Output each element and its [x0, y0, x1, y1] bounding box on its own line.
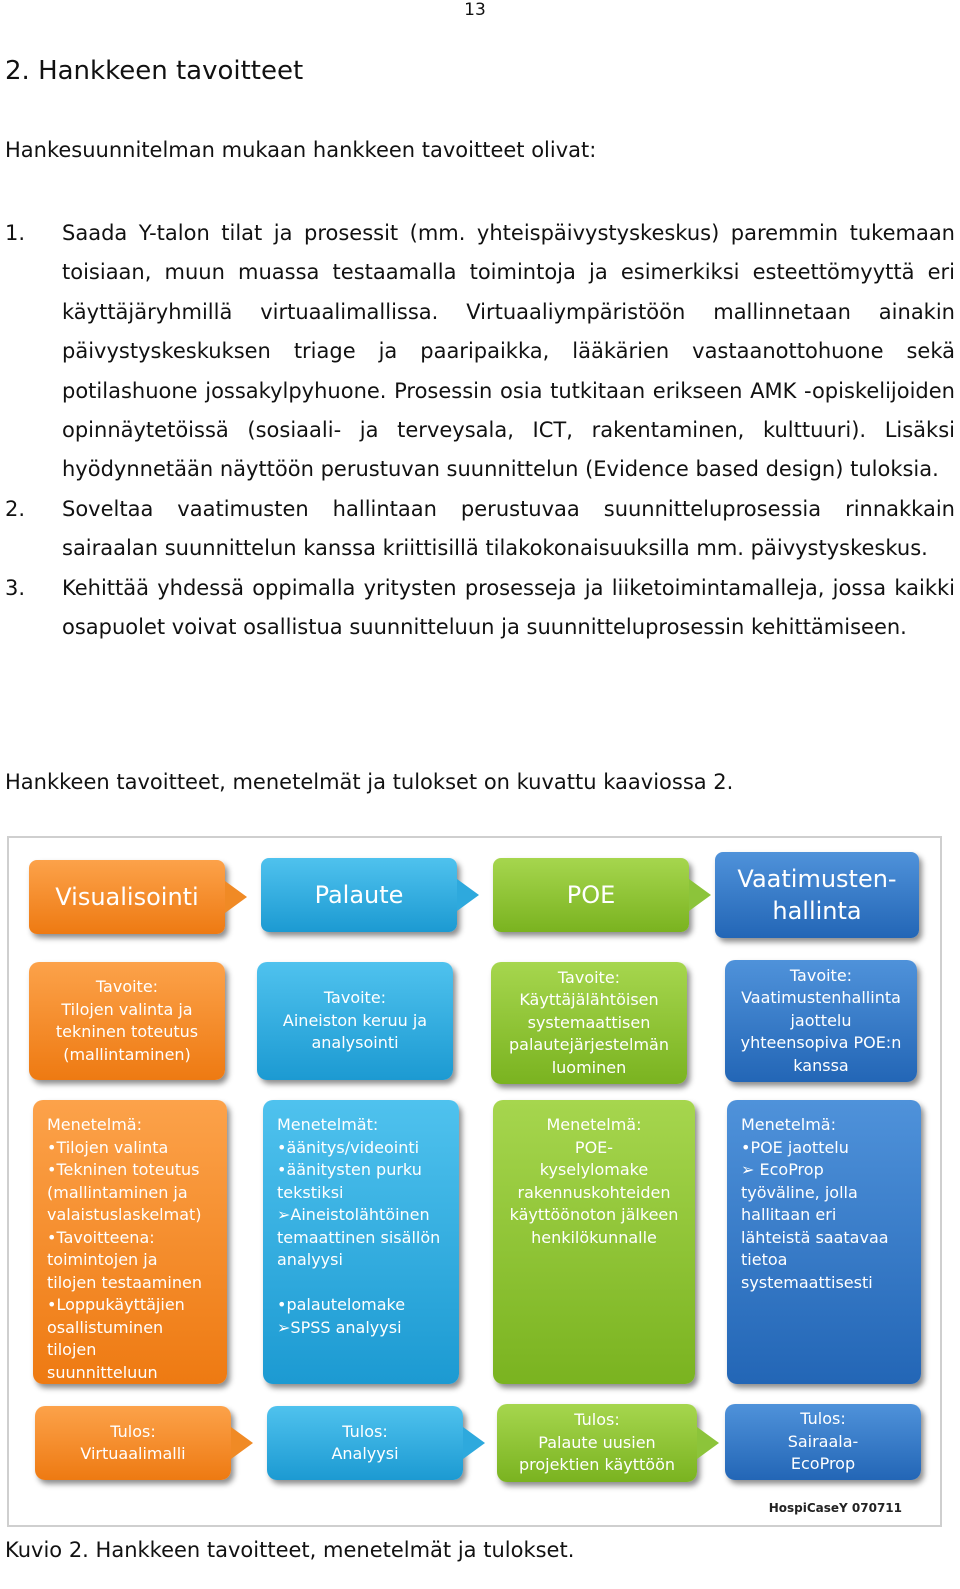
box-text-line: rakennuskohteiden: [517, 1182, 671, 1202]
result-box-palaute: [267, 1406, 463, 1480]
box-text: [277, 1114, 440, 1339]
box-text-line: jaottelu: [790, 1010, 852, 1030]
box-text-line: Tilojen valinta ja: [61, 999, 193, 1019]
box-text-line: Menetelmä:: [546, 1115, 642, 1134]
box-text-line: hallinta: [772, 897, 862, 925]
box-text-line: tilojen testaaminen: [47, 1272, 202, 1292]
box-text-line: Palaute: [314, 881, 404, 909]
box-text-line: systemaattisen: [527, 1012, 651, 1032]
box-text-line: ➢SPSS analyysi: [277, 1317, 402, 1337]
box-text: [56, 976, 198, 1066]
box-text: [315, 879, 404, 911]
box-text-line: osallistuminen: [47, 1317, 164, 1337]
box-text: [567, 879, 616, 911]
box-text-line: POE-: [574, 1137, 614, 1157]
result-box-vaatimustenhallinta: [725, 1404, 921, 1480]
box-text-line: temaattinen sisällön: [277, 1227, 441, 1247]
intro-text: Hankesuunnitelman mukaan hankkeen tavoitteet olivat:: [5, 138, 597, 162]
box-text-line: •Tekninen toteutus: [47, 1160, 200, 1179]
box-text-line: tietoa: [741, 1250, 788, 1269]
arrow-icon: [463, 1427, 485, 1459]
box-text-line: Tulos:: [574, 1410, 620, 1430]
box-text-line: palautejärjestelmän: [508, 1035, 669, 1055]
box-text-line: Aineiston keruu ja: [282, 1010, 428, 1030]
header-vaatimustenhallinta: [715, 852, 919, 938]
box-text-line: •Tilojen valinta: [47, 1137, 169, 1157]
box-text-line: EcoProp: [790, 1454, 856, 1474]
box-text-line: Tavoite:: [789, 965, 853, 985]
arrow-icon: [231, 1427, 253, 1459]
goal-box-vaatimustenhallinta: [725, 960, 917, 1082]
section-heading: 2. Hankkeen tavoitteet: [5, 56, 304, 86]
goal-text: Kehittää yhdessä oppimalla yritysten prosesseja ja liiketoimintamalleja, jossa kaikki osapuolet voivat osallistua suunnitteluun ja suunnitteluprosessin kehittämiseen.: [62, 575, 955, 640]
box-text-line: •palautelomake: [277, 1295, 406, 1314]
goal-item: [5, 214, 955, 490]
box-text-line: Analyysi: [331, 1444, 399, 1463]
box-text-line: suunnitteluun: [47, 1362, 158, 1382]
box-text-line: Tavoite:: [557, 967, 621, 987]
box-text-line: Vaatimusten-: [737, 865, 897, 893]
box-text: [55, 881, 198, 913]
box-text-line: valaistuslaskelmat): [47, 1205, 202, 1224]
goal-number: 2.: [5, 496, 26, 521]
box-text: [519, 1409, 675, 1477]
box-text-line: Tavoite:: [323, 988, 387, 1008]
method-box-vaatimustenhallinta: [727, 1100, 921, 1384]
box-text-line: lähteistä saatavaa: [741, 1227, 889, 1247]
box-text: [80, 1421, 185, 1466]
method-box-palaute: [263, 1100, 459, 1384]
box-text-line: analyysi: [277, 1250, 343, 1269]
arrow-icon: [225, 881, 247, 913]
goal-box-palaute: [257, 962, 453, 1080]
box-text-line: kanssa: [793, 1055, 849, 1075]
box-text-line: Tulos:: [110, 1421, 156, 1441]
box-text: [283, 987, 427, 1055]
box-text-line: tekstiksi: [277, 1182, 344, 1202]
box-text-line: Tulos:: [800, 1409, 846, 1429]
page-number: 13: [464, 0, 486, 20]
box-text-line: työväline, jolla: [741, 1182, 858, 1202]
box-text-line: Menetelmä:: [47, 1115, 142, 1134]
box-text-line: luominen: [551, 1057, 627, 1077]
header-poe: [493, 858, 689, 932]
box-text-line: (mallintaminen): [63, 1044, 191, 1064]
box-text-line: projektien käyttöön: [518, 1455, 676, 1475]
box-text: [737, 863, 896, 927]
box-text: [741, 1114, 889, 1294]
box-text-line: Tulos:: [342, 1421, 388, 1441]
box-text-line: •POE jaottelu: [741, 1137, 849, 1157]
goals-list: [5, 214, 955, 647]
box-text-line: Palaute uusien: [538, 1432, 656, 1452]
box-text-line: (mallintaminen ja: [47, 1182, 188, 1202]
box-text: [331, 1421, 398, 1466]
process-diagram: [7, 836, 942, 1527]
arrow-icon: [689, 879, 711, 911]
box-text-line: Visualisointi: [55, 883, 199, 911]
box-text-line: tekninen toteutus: [55, 1022, 199, 1041]
goal-text: Soveltaa vaatimusten hallintaan perustuvaa suunnitteluprosessia rinnakkain sairaalan suunnittelun kanssa kriittisillä tilakokonaisuuksilla mm. päivystyskeskus.: [62, 496, 955, 561]
diagram-stamp: HospiCaseY 070711: [768, 1501, 902, 1515]
result-box-visualisointi: [35, 1406, 231, 1480]
box-text-line: [277, 1272, 440, 1295]
box-text: [509, 967, 669, 1080]
box-text: [510, 1114, 679, 1249]
goal-number: 3.: [5, 575, 26, 600]
summary-text: Hankkeen tavoitteet, menetelmät ja tulokset on kuvattu kaaviossa 2.: [5, 770, 734, 794]
box-text: [47, 1114, 202, 1384]
box-text-line: käyttöönoton jälkeen: [509, 1205, 679, 1224]
box-text-line: Tavoite:: [95, 977, 159, 996]
box-text-line: POE: [566, 881, 616, 909]
box-text-line: •äänitysten purku: [277, 1160, 422, 1179]
goal-box-visualisointi: [29, 962, 225, 1080]
box-text-line: systemaattisesti: [741, 1272, 873, 1292]
box-text: [741, 965, 902, 1078]
box-text-line: tilojen: [47, 1340, 97, 1359]
goal-box-poe: [491, 962, 687, 1084]
goal-item: [5, 569, 955, 648]
arrow-icon: [697, 1427, 719, 1459]
box-text-line: •äänitys/videointi: [277, 1137, 420, 1157]
box-text-line: kyselylomake: [539, 1160, 649, 1179]
header-palaute: [261, 858, 457, 932]
arrow-icon: [457, 879, 479, 911]
box-text-line: Menetelmät:: [277, 1115, 379, 1134]
result-box-poe: [497, 1404, 697, 1482]
method-box-poe: [493, 1100, 695, 1384]
box-text-line: hallitaan eri: [741, 1205, 837, 1224]
box-text-line: Menetelmä:: [741, 1115, 836, 1134]
box-text-line: •Loppukäyttäjien: [47, 1295, 185, 1314]
figure-caption: Kuvio 2. Hankkeen tavoitteet, menetelmät ja tulokset.: [5, 1538, 575, 1562]
box-text-line: toimintojen ja: [47, 1250, 158, 1269]
goal-text: Saada Y-talon tilat ja prosessit (mm. yhteispäivystyskeskus) paremmin tukemaan toisiaan, muun muassa testaamalla toimintoja ja esimerkiksi esteettömyyttä eri käyttäjäryhmillä virtuaalimallissa. Virtuaaliympäristöön mallinnetaan ainakin päivystyskeskuksen triage ja paaripaikka, lääkärien vastaanottohuone sekä potilashuone jossakylpyhuone. Prosessin osia tutkitaan erikseen AMK -opiskelijoiden opinnäytetöissä (sosiaali- ja terveysala, ICT, rakentaminen, kulttuuri). Lisäksi hyödynnetään näyttöön perustuvan suunnittelun (Evidence based design) tuloksia.: [62, 221, 955, 482]
box-text-line: Sairaala-: [787, 1431, 859, 1451]
box-text-line: Vaatimustenhallinta: [741, 988, 901, 1008]
box-text: [788, 1408, 859, 1476]
box-text-line: ➢ EcoProp: [741, 1160, 824, 1179]
box-text-line: Käyttäjälähtöisen: [519, 990, 659, 1010]
box-text-line: Virtuaalimalli: [80, 1444, 186, 1463]
box-text-line: analysointi: [311, 1033, 399, 1053]
goal-item: [5, 490, 955, 569]
header-visualisointi: [29, 860, 225, 934]
box-text-line: •Tavoitteena:: [47, 1227, 155, 1247]
box-text-line: yhteensopiva POE:n: [740, 1033, 902, 1053]
goal-number: 1.: [5, 221, 26, 245]
box-text-line: ➢Aineistolähtöinen: [277, 1205, 430, 1224]
box-text-line: henkilökunnalle: [531, 1227, 657, 1247]
method-box-visualisointi: [33, 1100, 227, 1384]
